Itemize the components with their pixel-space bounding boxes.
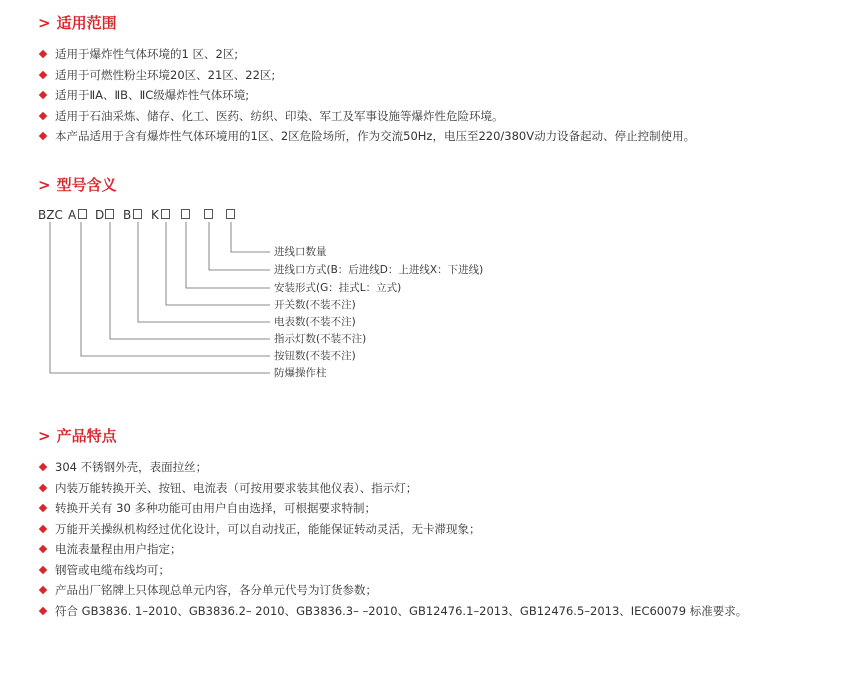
list-item: 转换开关有 30 多种功能可由用户自由选择，可根据要求特制； bbox=[38, 498, 747, 519]
list-item: 钢管或电缆布线均可； bbox=[38, 560, 747, 581]
list-item: 本产品适用于含有爆炸性气体环境用的1区、2区危险场所，作为交流50Hz，电压至220/380V动力设备起动、停止控制使用。 bbox=[38, 126, 695, 147]
tree-label: 进线口方式(B：后进线D：上进线X：下进线) bbox=[274, 264, 484, 276]
list-item: 适用于爆炸性气体环境的1 区、2区; bbox=[38, 44, 695, 65]
features-title: 产品特点 bbox=[56, 427, 117, 445]
diamond-bullet-icon bbox=[39, 484, 47, 492]
model-code-b: B bbox=[123, 208, 132, 222]
list-item: 适用于石油采炼、储存、化工、医药、纺织、印染、军工及军事设施等爆炸性危险环境。 bbox=[38, 106, 695, 127]
model-code-bzc: BZC bbox=[38, 208, 63, 222]
model-code-a: A bbox=[68, 208, 77, 222]
tree-label: 指示灯数(不装不注) bbox=[274, 333, 367, 345]
model-code-k: K bbox=[151, 208, 159, 222]
chevron-right-icon: > bbox=[38, 426, 51, 445]
diamond-bullet-icon bbox=[39, 607, 47, 615]
tree-label: 电表数(不装不注) bbox=[274, 316, 356, 328]
diamond-bullet-icon bbox=[39, 566, 47, 574]
list-item: 符合 GB3836. 1–2010、GB3836.2– 2010、GB3836.3– –2010、GB12476.1–2013、GB12476.5–2013、IEC60079 标准要求。 bbox=[38, 601, 747, 622]
chevron-right-icon: > bbox=[38, 13, 51, 32]
features-list bbox=[38, 457, 747, 621]
list-item: 304 不锈钢外壳，表面拉丝； bbox=[38, 457, 747, 478]
list-item: 万能开关操纵机构经过优化设计，可以自动找正，能能保证转动灵活，无卡滞现象； bbox=[38, 519, 747, 540]
scope-title: 适用范围 bbox=[56, 14, 117, 32]
model-tree-lines bbox=[0, 0, 300, 390]
list-item: 内装万能转换开关、按钮、电流表（可按用要求装其他仪表）、指示灯； bbox=[38, 478, 747, 499]
tree-label: 进线口数量 bbox=[274, 246, 327, 258]
model-title: 型号含义 bbox=[56, 176, 117, 194]
diamond-bullet-icon bbox=[39, 525, 47, 533]
chevron-right-icon: > bbox=[38, 175, 51, 194]
features-section-title bbox=[38, 425, 117, 446]
diamond-bullet-icon bbox=[39, 463, 47, 471]
diamond-bullet-icon bbox=[39, 545, 47, 553]
list-item: 适用于可燃性粉尘环境20区、21区、22区; bbox=[38, 65, 695, 86]
tree-label: 开关数(不装不注) bbox=[274, 299, 356, 311]
list-item: 产品出厂铭牌上只体现总单元内容，各分单元代号为订货参数； bbox=[38, 580, 747, 601]
diamond-bullet-icon bbox=[39, 586, 47, 594]
model-code-d: D bbox=[95, 208, 105, 222]
list-item: 电流表量程由用户指定； bbox=[38, 539, 747, 560]
list-item: 适用于ⅡA、ⅡB、ⅡC级爆炸性气体环境; bbox=[38, 85, 695, 106]
diamond-bullet-icon bbox=[39, 504, 47, 512]
tree-label: 安装形式(G：挂式L：立式) bbox=[274, 282, 402, 294]
tree-label: 按钮数(不装不注) bbox=[274, 350, 356, 362]
tree-label: 防爆操作柱 bbox=[274, 367, 327, 379]
